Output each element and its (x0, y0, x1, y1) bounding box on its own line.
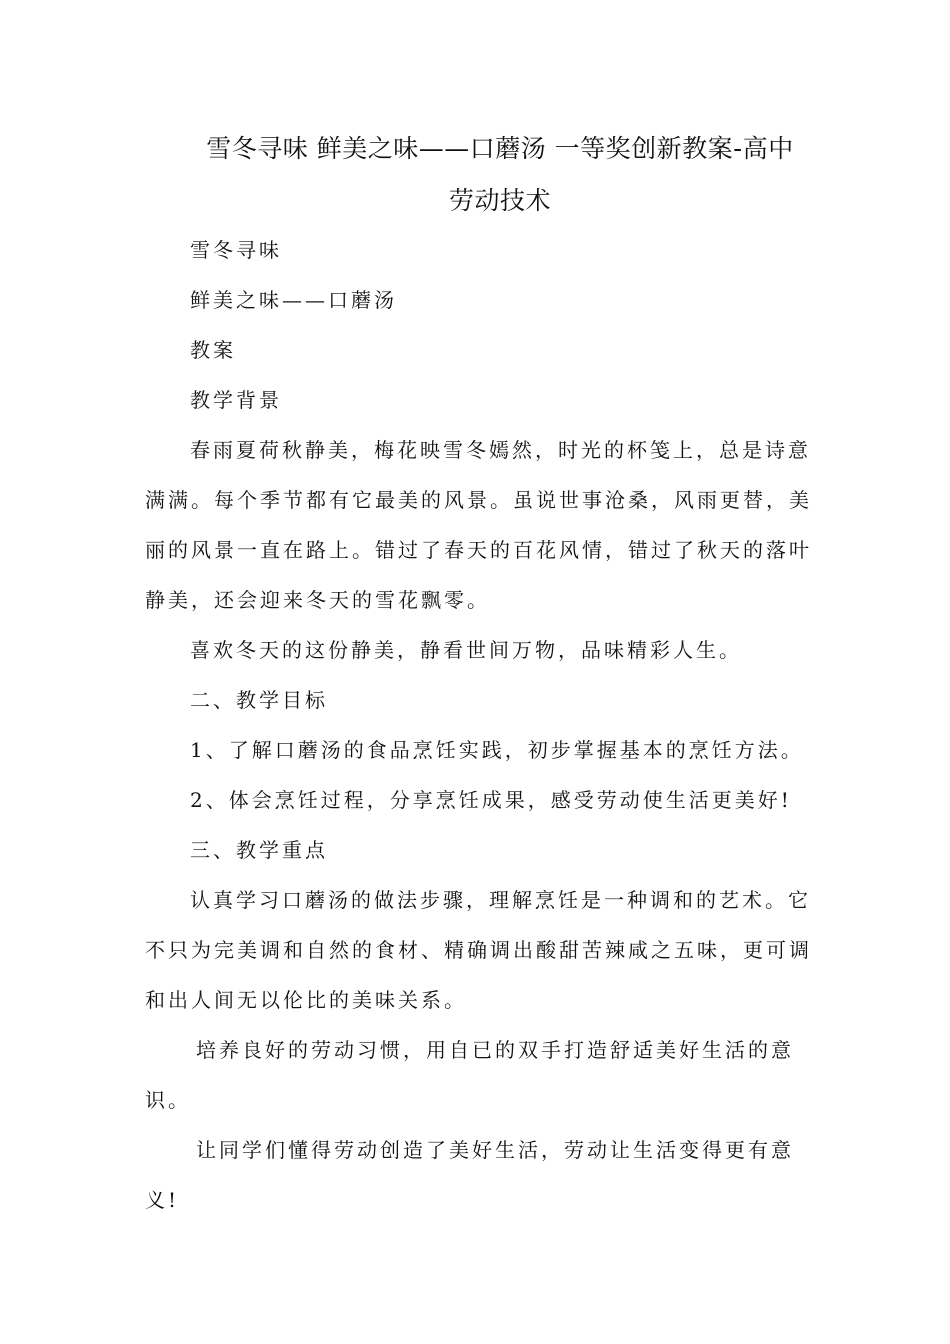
subtitle-line: 鲜美之味——口蘑汤 (190, 288, 397, 312)
paragraph-line: 和出人间无以伦比的美味关系。 (145, 988, 467, 1012)
section-heading: 教学背景 (190, 388, 282, 412)
subtitle-line: 雪冬寻味 (190, 238, 282, 262)
paragraph-line: 不只为完美调和自然的食材、精确调出酸甜苦辣咸之五味，更可调 (145, 938, 812, 962)
paragraph-line: 静美，还会迎来冬天的雪花飘零。 (145, 588, 490, 612)
paragraph-line: 喜欢冬天的这份静美，静看世间万物，品味精彩人生。 (190, 638, 742, 662)
paragraph-line: 认真学习口蘑汤的做法步骤，理解烹饪是一种调和的艺术。它 (190, 888, 811, 912)
list-item: 1、了解口蘑汤的食品烹饪实践，初步掌握基本的烹饪方法。 (190, 738, 804, 762)
subtitle-line: 教案 (190, 338, 236, 362)
paragraph-line: 丽的风景一直在路上。错过了春天的百花风情，错过了秋天的落叶 (145, 538, 812, 562)
document-title-line-1: 雪冬寻味 鲜美之味——口蘑汤 一等奖创新教案-高中 (206, 134, 794, 163)
list-item: 2、体会烹饪过程，分享烹饪成果，感受劳动使生活更美好! (190, 788, 792, 812)
paragraph-line: 培养良好的劳动习惯，用自已的双手打造舒适美好生活的意 (196, 1038, 794, 1062)
paragraph-line: 春雨夏荷秋静美，梅花映雪冬嫣然，时光的杯笺上，总是诗意 (190, 438, 811, 462)
paragraph-line: 识。 (145, 1088, 191, 1112)
document-title-line-2: 劳动技术 (448, 186, 551, 215)
section-heading: 二、教学目标 (190, 688, 328, 712)
paragraph-line: 让同学们懂得劳动创造了美好生活，劳动让生活变得更有意 (196, 1138, 794, 1162)
paragraph-line: 义! (145, 1188, 180, 1212)
section-heading: 三、教学重点 (190, 838, 328, 862)
paragraph-line: 满满。每个季节都有它最美的风景。虽说世事沧桑，风雨更替，美 (145, 488, 812, 512)
